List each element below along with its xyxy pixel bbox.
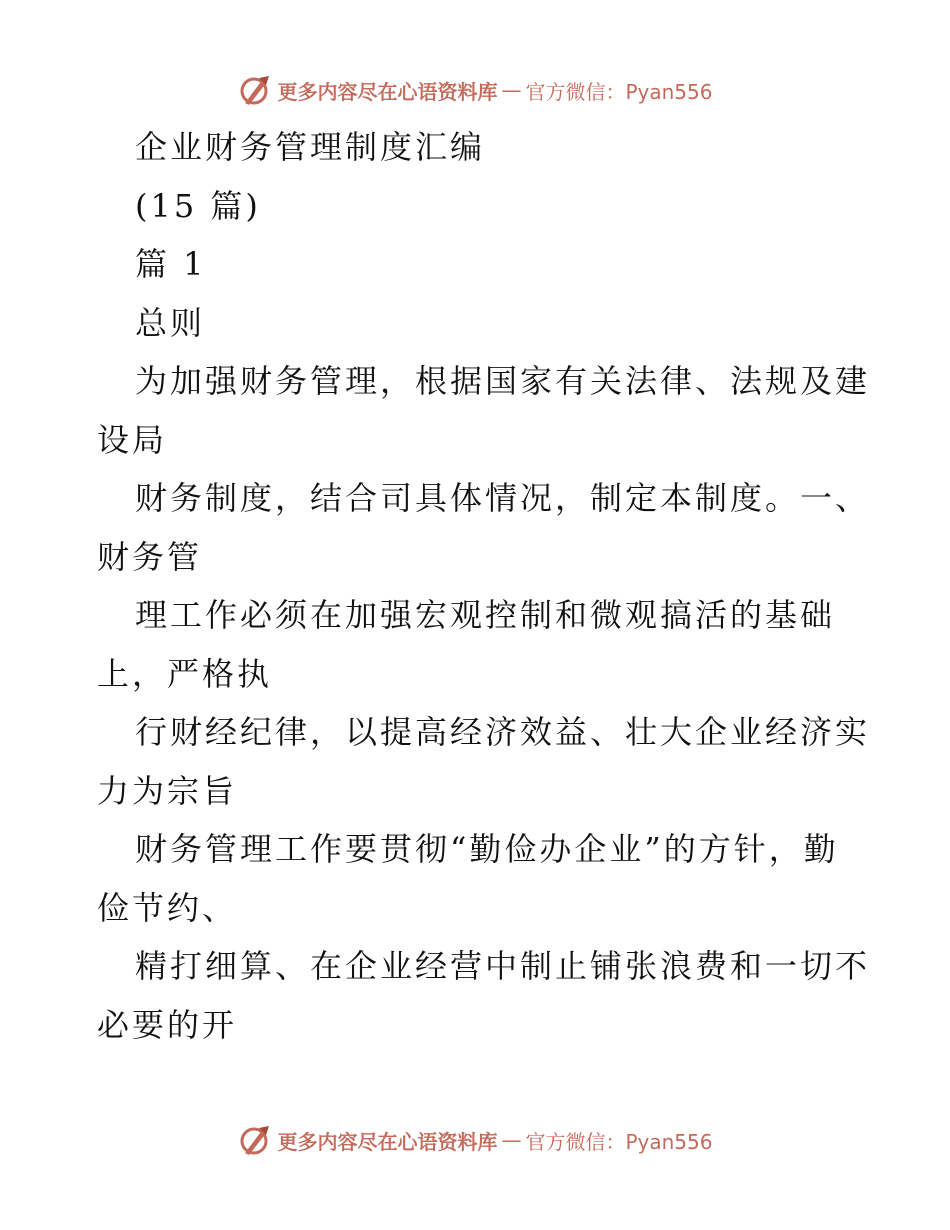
paragraph-line: 理工作必须在加强宏观控制和微观搞活的基础 [135, 596, 836, 634]
paragraph-line: 上，严格执 [97, 654, 273, 693]
document-title: 企业财务管理制度汇编 [135, 128, 486, 166]
banner-dash: — [501, 1128, 522, 1152]
document-body [97, 118, 871, 1054]
banner-wechat-text: 官方微信：Pyan556 [525, 1129, 713, 1154]
paragraph-line: 必要的开 [97, 1005, 238, 1044]
footer-banner [0, 1120, 950, 1160]
paragraph-line: 财务管理工作要贯彻“勤俭办企业”的方针，勤 [135, 830, 839, 868]
paragraph-line: 设局 [97, 420, 168, 459]
banner-dash: — [501, 78, 522, 102]
paragraph-line: 力为宗旨 [97, 771, 238, 810]
banner-brand-text: 更多内容尽在心语资料库 [277, 1129, 498, 1154]
paragraph-line: 精打细算、在企业经营中制止铺张浪费和一切不 [135, 947, 871, 985]
paragraph-line: 为加强财务管理，根据国家有关法律、法规及建 [135, 362, 871, 400]
paragraph-line: 行财经纪律，以提高经济效益、壮大企业经济实 [135, 713, 871, 751]
chapter-heading: 篇 1 [135, 245, 207, 283]
document-count: (15 篇) [135, 186, 261, 225]
header-banner [0, 70, 950, 110]
paragraph-line: 俭节约、 [97, 888, 238, 927]
banner-brand-text: 更多内容尽在心语资料库 [277, 79, 498, 104]
banner-wechat-text: 官方微信：Pyan556 [525, 79, 713, 104]
paragraph-line: 财务管 [97, 537, 203, 576]
paragraph-line: 财务制度，结合司具体情况，制定本制度。一、 [135, 479, 871, 517]
section-heading: 总则 [135, 303, 206, 342]
quill-pen-logo-icon [237, 1123, 271, 1157]
quill-pen-logo-icon [237, 73, 271, 107]
